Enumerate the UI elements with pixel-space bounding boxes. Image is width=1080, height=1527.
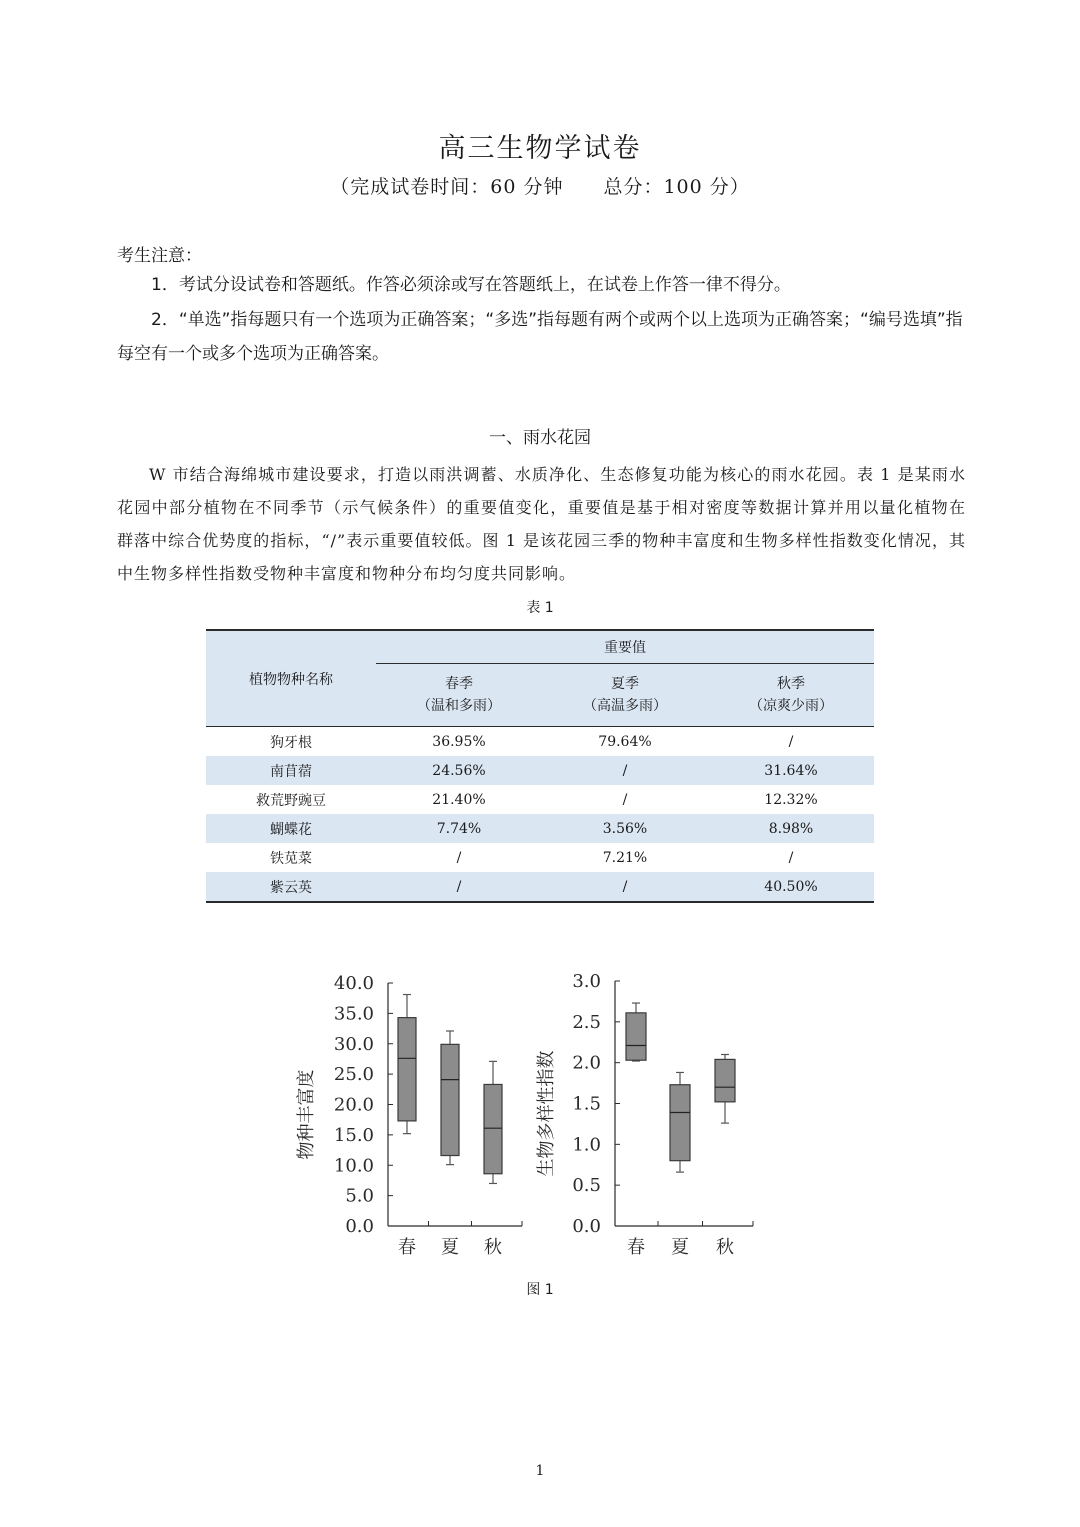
season-climate: （温和多雨） — [417, 698, 501, 714]
table-cell: 79.64% — [598, 733, 652, 750]
x-tick-label: 春 — [627, 1237, 645, 1258]
y-tick-label: 0.0 — [345, 1216, 374, 1237]
season-climate: （凉爽少雨） — [749, 698, 833, 714]
table-cell: / — [376, 872, 542, 902]
box-iqr — [398, 1018, 416, 1121]
box-iqr — [715, 1059, 735, 1101]
table-cell: 8.98% — [708, 814, 874, 843]
box-iqr — [441, 1044, 459, 1155]
table-cell: 12.32% — [764, 791, 818, 808]
y-tick-label: 25.0 — [333, 1064, 374, 1086]
table-cell: 36.95% — [432, 733, 486, 750]
table-cell: 31.64% — [708, 756, 874, 785]
table-cell: / — [788, 849, 794, 866]
y-axis-title: 物种丰富度 — [296, 1069, 317, 1160]
x-tick-label: 夏 — [441, 1237, 459, 1258]
box-iqr — [626, 1013, 646, 1060]
importance-group-header: 重要值 — [376, 630, 874, 664]
figure-caption: 图 1 — [526, 1282, 554, 1298]
plant-name: 紫云英 — [206, 872, 376, 902]
table-row — [206, 872, 874, 902]
y-tick-label: 20.0 — [333, 1094, 374, 1116]
table-cell: / — [456, 849, 462, 866]
table-cell: / — [542, 872, 708, 902]
exam-title: 高三生物学试卷 — [438, 133, 642, 164]
exam-subtitle: （完成试卷时间：60 分钟 总分：100 分） — [330, 176, 750, 198]
y-tick-label: 1.5 — [572, 1093, 601, 1115]
y-tick-label: 2.0 — [572, 1052, 601, 1074]
table-cell: / — [622, 791, 628, 808]
season-header — [542, 664, 708, 727]
section-paragraph: W 市结合海绵城市建设要求，打造以雨洪调蓄、水质净化、生态修复功能为核心的雨水花园。表 1 是某雨水花园中部分植物在不同季节（示气候条件）的重要值变化，重要值是基于相对密度等数据计算并用以量化植物在群落中综合优势度的指标，“/”表示重要值较低。图 1 是该花园三季的物种丰富度和生物多样性指数变化情况，其中生物多样性指数受物种丰富度和物种分布均匀度共同影响。 — [117, 465, 966, 583]
importance-value-table — [206, 629, 874, 903]
table-cell: 7.21% — [602, 849, 648, 866]
table-cell: / — [542, 756, 708, 785]
table-row — [206, 727, 874, 757]
x-tick-label: 春 — [398, 1237, 416, 1258]
table-cell: 7.74% — [376, 814, 542, 843]
y-tick-label: 15.0 — [333, 1124, 374, 1146]
y-tick-label: 40.0 — [333, 973, 374, 994]
season-header — [708, 664, 874, 727]
table-cell: 21.40% — [432, 791, 486, 808]
table-cell: 40.50% — [708, 872, 874, 902]
notice-heading: 考生注意： — [117, 246, 202, 266]
y-tick-label: 1.0 — [572, 1134, 601, 1156]
season-name: 秋季 — [777, 676, 805, 692]
y-tick-label: 0.5 — [572, 1175, 601, 1197]
x-tick-label: 秋 — [716, 1237, 734, 1258]
notice-item: 1．考试分设试卷和答题纸。作答必须涂或写在答题纸上，在试卷上作答一律不得分。 — [151, 275, 791, 295]
figure-1-boxplots — [290, 960, 770, 1270]
name-column-header: 植物物种名称 — [206, 630, 376, 727]
y-tick-label: 35.0 — [333, 1003, 374, 1025]
season-name: 春季 — [445, 676, 473, 692]
season-climate: （高温多雨） — [583, 698, 667, 714]
plant-name: 铁苋菜 — [270, 850, 312, 867]
plant-name: 救荒野豌豆 — [256, 792, 326, 809]
x-tick-label: 夏 — [671, 1237, 689, 1258]
box-iqr — [670, 1085, 690, 1161]
box-iqr — [484, 1084, 502, 1173]
page-number: 1 — [535, 1463, 545, 1479]
table-cell: 3.56% — [542, 814, 708, 843]
y-tick-label: 2.5 — [572, 1011, 601, 1033]
season-header — [376, 664, 542, 727]
y-tick-label: 3.0 — [572, 971, 601, 992]
table-row — [206, 756, 874, 785]
y-axis-title: 生物多样性指数 — [536, 1050, 557, 1177]
plant-name: 狗牙根 — [270, 734, 312, 751]
table-row — [206, 785, 874, 814]
table-cell: 24.56% — [376, 756, 542, 785]
notice-item: 2．“单选”指每题只有一个选项为正确答案；“多选”指每题有两个或两个以上选项为正确答案；“编号选填”指每空有一个或多个选项为正确答案。 — [117, 310, 963, 364]
plant-name: 南苜蓿 — [206, 756, 376, 785]
table-row — [206, 843, 874, 872]
y-tick-label: 0.0 — [572, 1216, 601, 1237]
x-tick-label: 秋 — [484, 1237, 502, 1258]
season-name: 夏季 — [611, 676, 639, 692]
table-row — [206, 814, 874, 843]
section-title: 一、雨水花园 — [489, 428, 591, 448]
y-tick-label: 5.0 — [345, 1185, 374, 1207]
y-tick-label: 30.0 — [333, 1033, 374, 1055]
table-cell: / — [788, 733, 794, 750]
plant-name: 蝴蝶花 — [206, 814, 376, 843]
y-tick-label: 10.0 — [333, 1155, 374, 1177]
table-caption: 表 1 — [526, 600, 554, 616]
